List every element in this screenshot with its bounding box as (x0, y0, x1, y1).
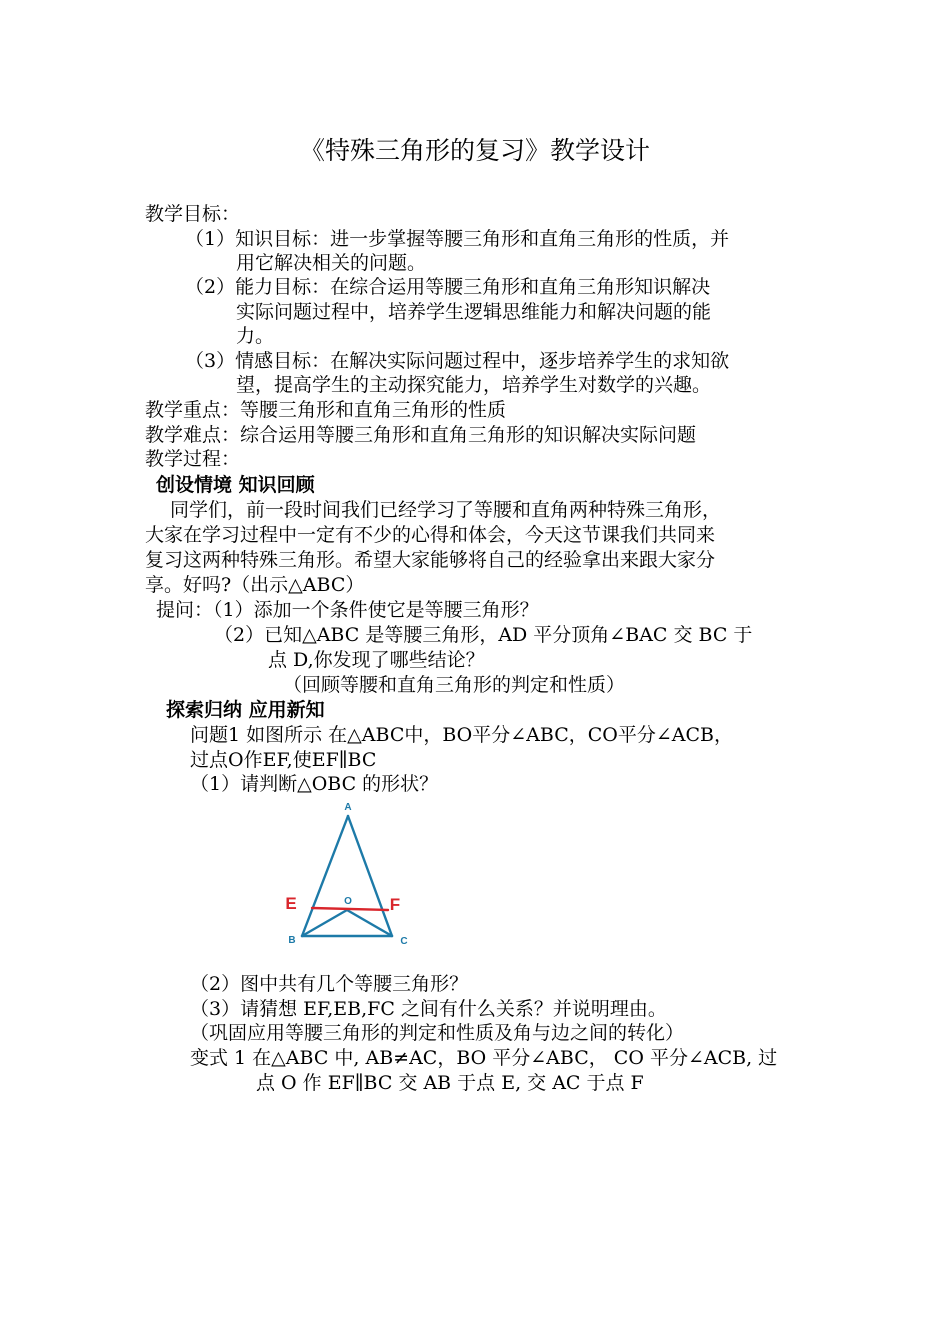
label-f: F (389, 895, 401, 914)
objectives-heading: 教学目标： (145, 203, 241, 225)
section-1-para-line-1: 同学们，前一段时间我们已经学习了等腰和直角两种特殊三角形， (170, 499, 722, 521)
problem-1-question-3: （3）请猜想 EF,EB,FC 之间有什么关系？并说明理由。 (190, 998, 667, 1020)
segment-co (347, 910, 392, 936)
problem-1-question-2: （2）图中共有几个等腰三角形？ (190, 973, 469, 995)
label-c: C (400, 936, 408, 947)
section-1-note: （回顾等腰和直角三角形的判定和性质） (283, 674, 626, 696)
section-1-para-line-3: 复习这两种特殊三角形。希望大家能够将自己的经验拿出来跟大家分 (145, 549, 716, 571)
question-1: 提问：（1）添加一个条件使它是等腰三角形？ (156, 599, 539, 621)
section-1-heading: 创设情境 知识回顾 (156, 474, 315, 496)
objective-3-line-1: （3）情感目标：在解决实际问题过程中，逐步培养学生的求知欲 (185, 350, 730, 372)
objective-2-line-1: （2）能力目标：在综合运用等腰三角形和直角三角形知识解决 (185, 276, 711, 298)
triangle-figure (272, 796, 422, 956)
objective-2-line-2: 实际问题过程中，培养学生逻辑思维能力和解决问题的能 (236, 301, 712, 323)
objective-3-line-2: 望，提高学生的主动探究能力，培养学生对数学的兴趣。 (236, 374, 712, 396)
problem-1-line-1: 问题1 如图所示 在△ABC中，BO平分∠ABC，CO平分∠ACB， (190, 724, 733, 746)
label-a: A (344, 802, 352, 813)
label-o: O (344, 896, 352, 907)
document-title: 《特殊三角形的复习》教学设计 (299, 136, 650, 165)
label-b: B (288, 935, 296, 946)
segment-ef (312, 908, 388, 910)
process-heading: 教学过程： (145, 448, 241, 470)
section-2-heading: 探索归纳 应用新知 (166, 699, 325, 721)
section-1-para-line-2: 大家在学习过程中一定有不少的心得和体会，今天这节课我们共同来 (145, 524, 716, 546)
segment-bo (302, 910, 347, 936)
question-2-line-1: （2）已知△ABC 是等腰三角形，AD 平分顶角∠BAC 交 BC 于 (214, 624, 753, 646)
objective-1-line-2: 用它解决相关的问题。 (236, 252, 427, 274)
section-1-para-line-4: 享。好吗?（出示△ABC） (145, 574, 365, 596)
key-point: 教学重点：等腰三角形和直角三角形的性质 (145, 399, 507, 421)
edge-ac (348, 816, 392, 936)
variant-1-line-2: 点 O 作 EF∥BC 交 AB 于点 E, 交 AC 于点 F (256, 1072, 644, 1094)
problem-1-line-2: 过点O作EF,使EF∥BC (190, 749, 377, 771)
section-2-note: （巩固应用等腰三角形的判定和性质及角与边之间的转化） (190, 1022, 685, 1044)
objective-2-line-3: 力。 (236, 325, 275, 347)
question-2-line-2: 点 D,你发现了哪些结论？ (268, 649, 485, 671)
label-e: E (285, 894, 297, 913)
variant-1-line-1: 变式 1 在△ABC 中, AB≠AC，BO 平分∠ABC， CO 平分∠ACB, 过 (190, 1047, 778, 1069)
edge-ab (302, 816, 348, 936)
difficulty: 教学难点：综合运用等腰三角形和直角三角形的知识解决实际问题 (145, 424, 697, 446)
problem-1-question-1: （1）请判断△OBC 的形状？ (190, 773, 439, 795)
objective-1-line-1: （1）知识目标：进一步掌握等腰三角形和直角三角形的性质，并 (185, 228, 730, 250)
